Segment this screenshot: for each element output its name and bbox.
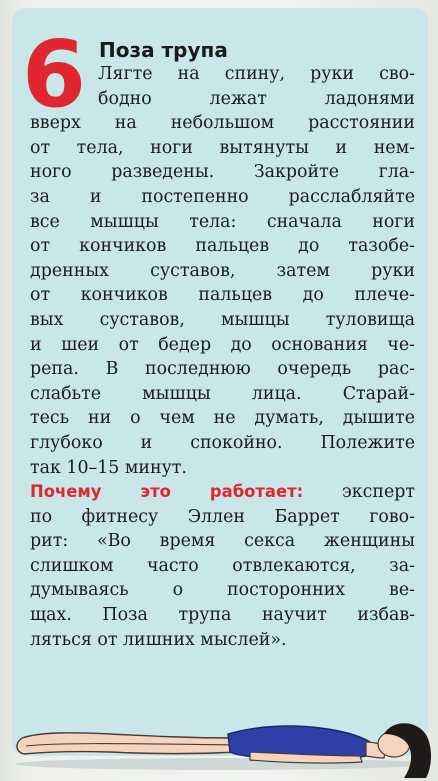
- body-line: вых суставов, мышцы туловища: [30, 309, 415, 330]
- why-line: слишком часто отвлекаются, за-: [30, 555, 415, 576]
- body-line: от кончиков пальцев до тазобе-: [30, 236, 415, 257]
- body-line: от кончиков пальцев до плече-: [30, 285, 415, 306]
- why-first-word: эксперт: [342, 482, 415, 503]
- why-line: щах. Поза трупа научит избав-: [30, 605, 415, 626]
- body-line: Лягте на спину, руки сво-: [98, 64, 415, 84]
- body-line: слабьте мышцы лица. Старай-: [30, 383, 415, 404]
- body-line: и шеи от бедер до основания че-: [30, 334, 415, 355]
- section-title: Поза трупа: [99, 38, 228, 62]
- why-line: по фитнесу Эллен Баррет гово-: [30, 506, 415, 527]
- floor-shadow: [15, 758, 425, 770]
- body-line: бодно лежат ладонями: [98, 88, 415, 109]
- why-line: рит: «Во время секса женщины: [30, 531, 415, 552]
- why-label: Почему это работает:: [30, 482, 304, 502]
- body-line: от тела, ноги вытянуты и нем-: [30, 137, 415, 158]
- why-line: думываясь о посторонних ве-: [30, 580, 415, 601]
- body-line: тесь ни о чем не думать, дышите: [30, 408, 415, 429]
- body-line: ного разведены. Закройте гла-: [30, 162, 415, 183]
- body-line: дренных суставов, затем руки: [30, 260, 415, 281]
- body-line: за и постепенно расслабляйте: [30, 186, 415, 207]
- body-line: репа. В последнюю очередь рас-: [30, 359, 415, 380]
- woman-lying-illustration: [0, 672, 438, 781]
- body-line: так 10–15 минут.: [30, 457, 187, 478]
- body-line: вверх на небольшом расстоянии: [30, 113, 415, 134]
- body-line: глубоко и спокойно. Полежите: [30, 432, 415, 453]
- why-line: ляться от лишних мыслей».: [30, 629, 287, 650]
- body-line: все мышцы тела: сначала ноги: [30, 211, 415, 232]
- why-line: [30, 480, 415, 505]
- article-body: [30, 62, 415, 652]
- section-number: 6: [22, 21, 85, 128]
